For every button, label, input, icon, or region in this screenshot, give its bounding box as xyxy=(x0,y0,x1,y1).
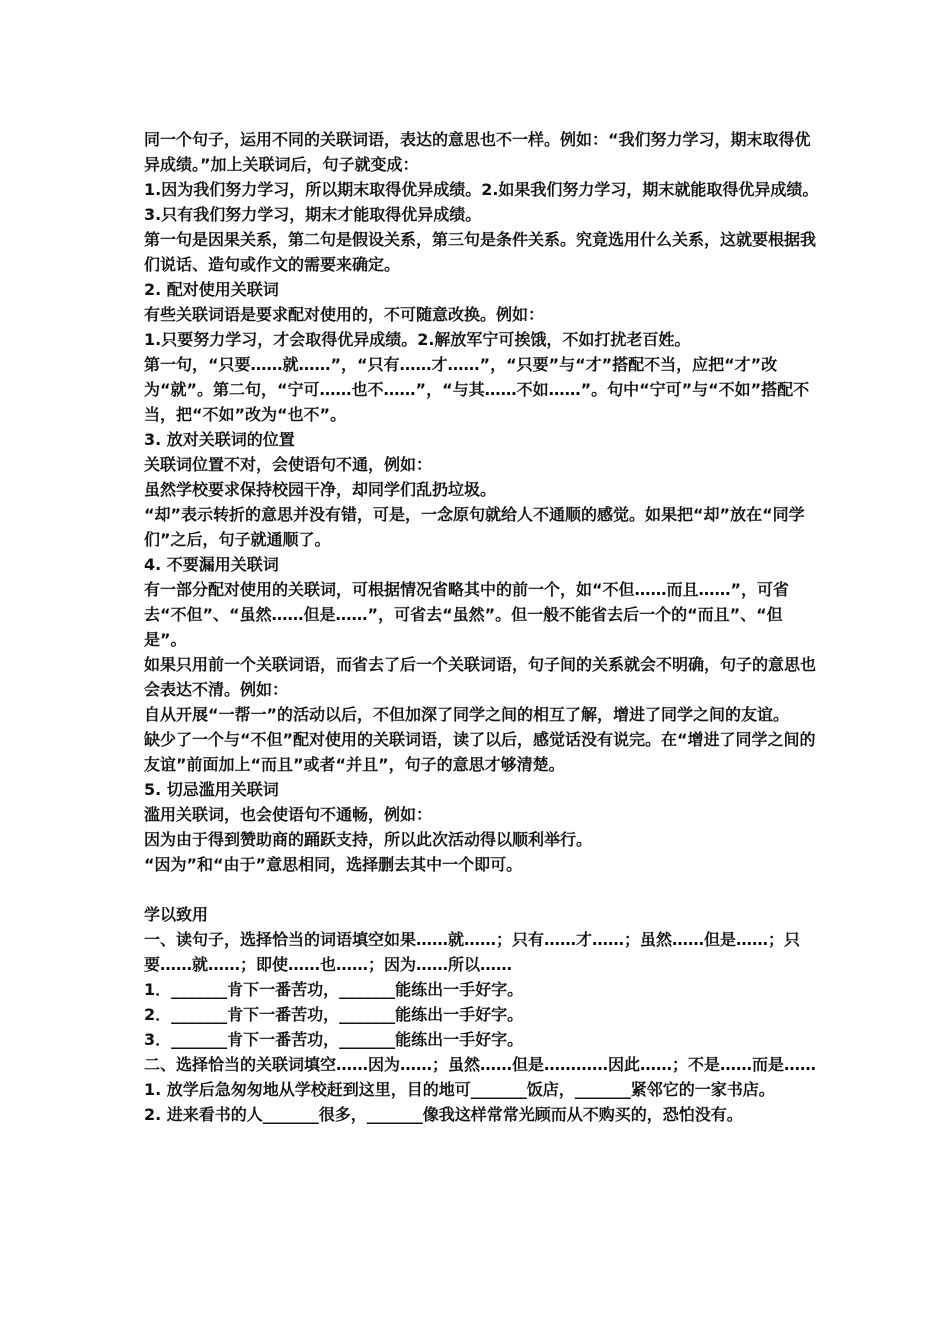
paragraph: 关联词位置不对，会使语句不通，例如： xyxy=(144,455,433,474)
paragraph: 有一部分配对使用的关联词，可根据情况省略其中的前一个，如“不但……而且……”，可省去“不但”、“虽然……但是……”，可省去“虽然”。但一般不能省去后一个的“而且”、“但是”。 xyxy=(144,580,790,649)
paragraph: 因为由于得到赞助商的踊跃支持，所以此次活动得以顺利举行。 xyxy=(144,830,593,849)
blank-line xyxy=(144,877,824,902)
exercise-item: 1. 放学后急匆匆地从学校赶到这里，目的地可_______饭店，_______紧邻它的一家书店。 xyxy=(144,1080,775,1099)
exercise-item: 2．_______肯下一番苦功，_______能练出一手好字。 xyxy=(144,1005,524,1024)
paragraph: 第一句是因果关系，第二句是假设关系，第三句是条件关系。究竟选用什么关系，这就要根据我们说话、造句或作文的需要来确定。 xyxy=(144,230,817,274)
exercise-heading: 学以致用 xyxy=(144,905,209,924)
exercise-item: 1．_______肯下一番苦功，_______能练出一手好字。 xyxy=(144,980,524,999)
section-heading: 3. 放对关联词的位置 xyxy=(144,430,295,449)
paragraph: 缺少了一个与“不但”配对使用的关联词语，读了以后，感觉话没有说完。在“增进了同学之间的友谊”前面加上“而且”或者“并且”，句子的意思才够清楚。 xyxy=(144,730,816,774)
paragraph: 1.因为我们努力学习，所以期末取得优异成绩。2.如果我们努力学习，期末就能取得优异成绩。3.只有我们努力学习，期末才能取得优异成绩。 xyxy=(144,180,819,224)
exercise-instruction: 二、选择恰当的关联词填空……因为……；虽然……但是…………因此……；不是……而是…… xyxy=(144,1055,817,1074)
paragraph: “因为”和“由于”意思相同，选择删去其中一个即可。 xyxy=(144,855,523,874)
section-heading: 4. 不要漏用关联词 xyxy=(144,555,279,574)
exercise-item: 2. 进来看书的人_______很多，_______像我这样常常光顾而从不购买的，恐怕没有。 xyxy=(144,1105,743,1124)
section-heading: 5. 切忌滥用关联词 xyxy=(144,780,279,799)
exercise-item: 3．_______肯下一番苦功，_______能练出一手好字。 xyxy=(144,1030,524,1049)
paragraph: 自从开展“一帮一”的活动以后，不但加深了同学之间的相互了解，增进了同学之间的友谊。 xyxy=(144,705,790,724)
document-body xyxy=(144,127,824,1127)
paragraph: 如果只用前一个关联词语，而省去了后一个关联词语，句子间的关系就会不明确，句子的意思也会表达不清。例如： xyxy=(144,655,817,699)
paragraph: 第一句，“只要……就……”，“只有……才……”，“只要”与“才”搭配不当，应把“才”改为“就”。第二句，“宁可……也不……”，“与其……不如……”。句中“宁可”与“不如”搭配不当，把“不如”改为“也不”。 xyxy=(144,355,810,424)
section-heading: 2. 配对使用关联词 xyxy=(144,280,279,299)
paragraph: 滥用关联词，也会使语句不通畅，例如： xyxy=(144,805,433,824)
paragraph: 同一个句子，运用不同的关联词语，表达的意思也不一样。例如：“我们努力学习，期末取得优异成绩。”加上关联词后，句子就变成： xyxy=(144,130,811,174)
exercise-instruction: 一、读句子，选择恰当的词语填空如果……就……；只有……才……；虽然……但是……；只要……就……；即使……也……；因为……所以…… xyxy=(144,930,801,974)
paragraph: “却”表示转折的意思并没有错，可是，一念原句就给人不通顺的感觉。如果把“却”放在“同学们”之后，句子就通顺了。 xyxy=(144,505,805,549)
paragraph: 1.只要努力学习，才会取得优异成绩。2.解放军宁可挨饿，不如打扰老百姓。 xyxy=(144,330,691,349)
paragraph: 有些关联词语是要求配对使用的，不可随意改换。例如： xyxy=(144,305,545,324)
paragraph: 虽然学校要求保持校园干净，却同学们乱扔垃圾。 xyxy=(144,480,497,499)
